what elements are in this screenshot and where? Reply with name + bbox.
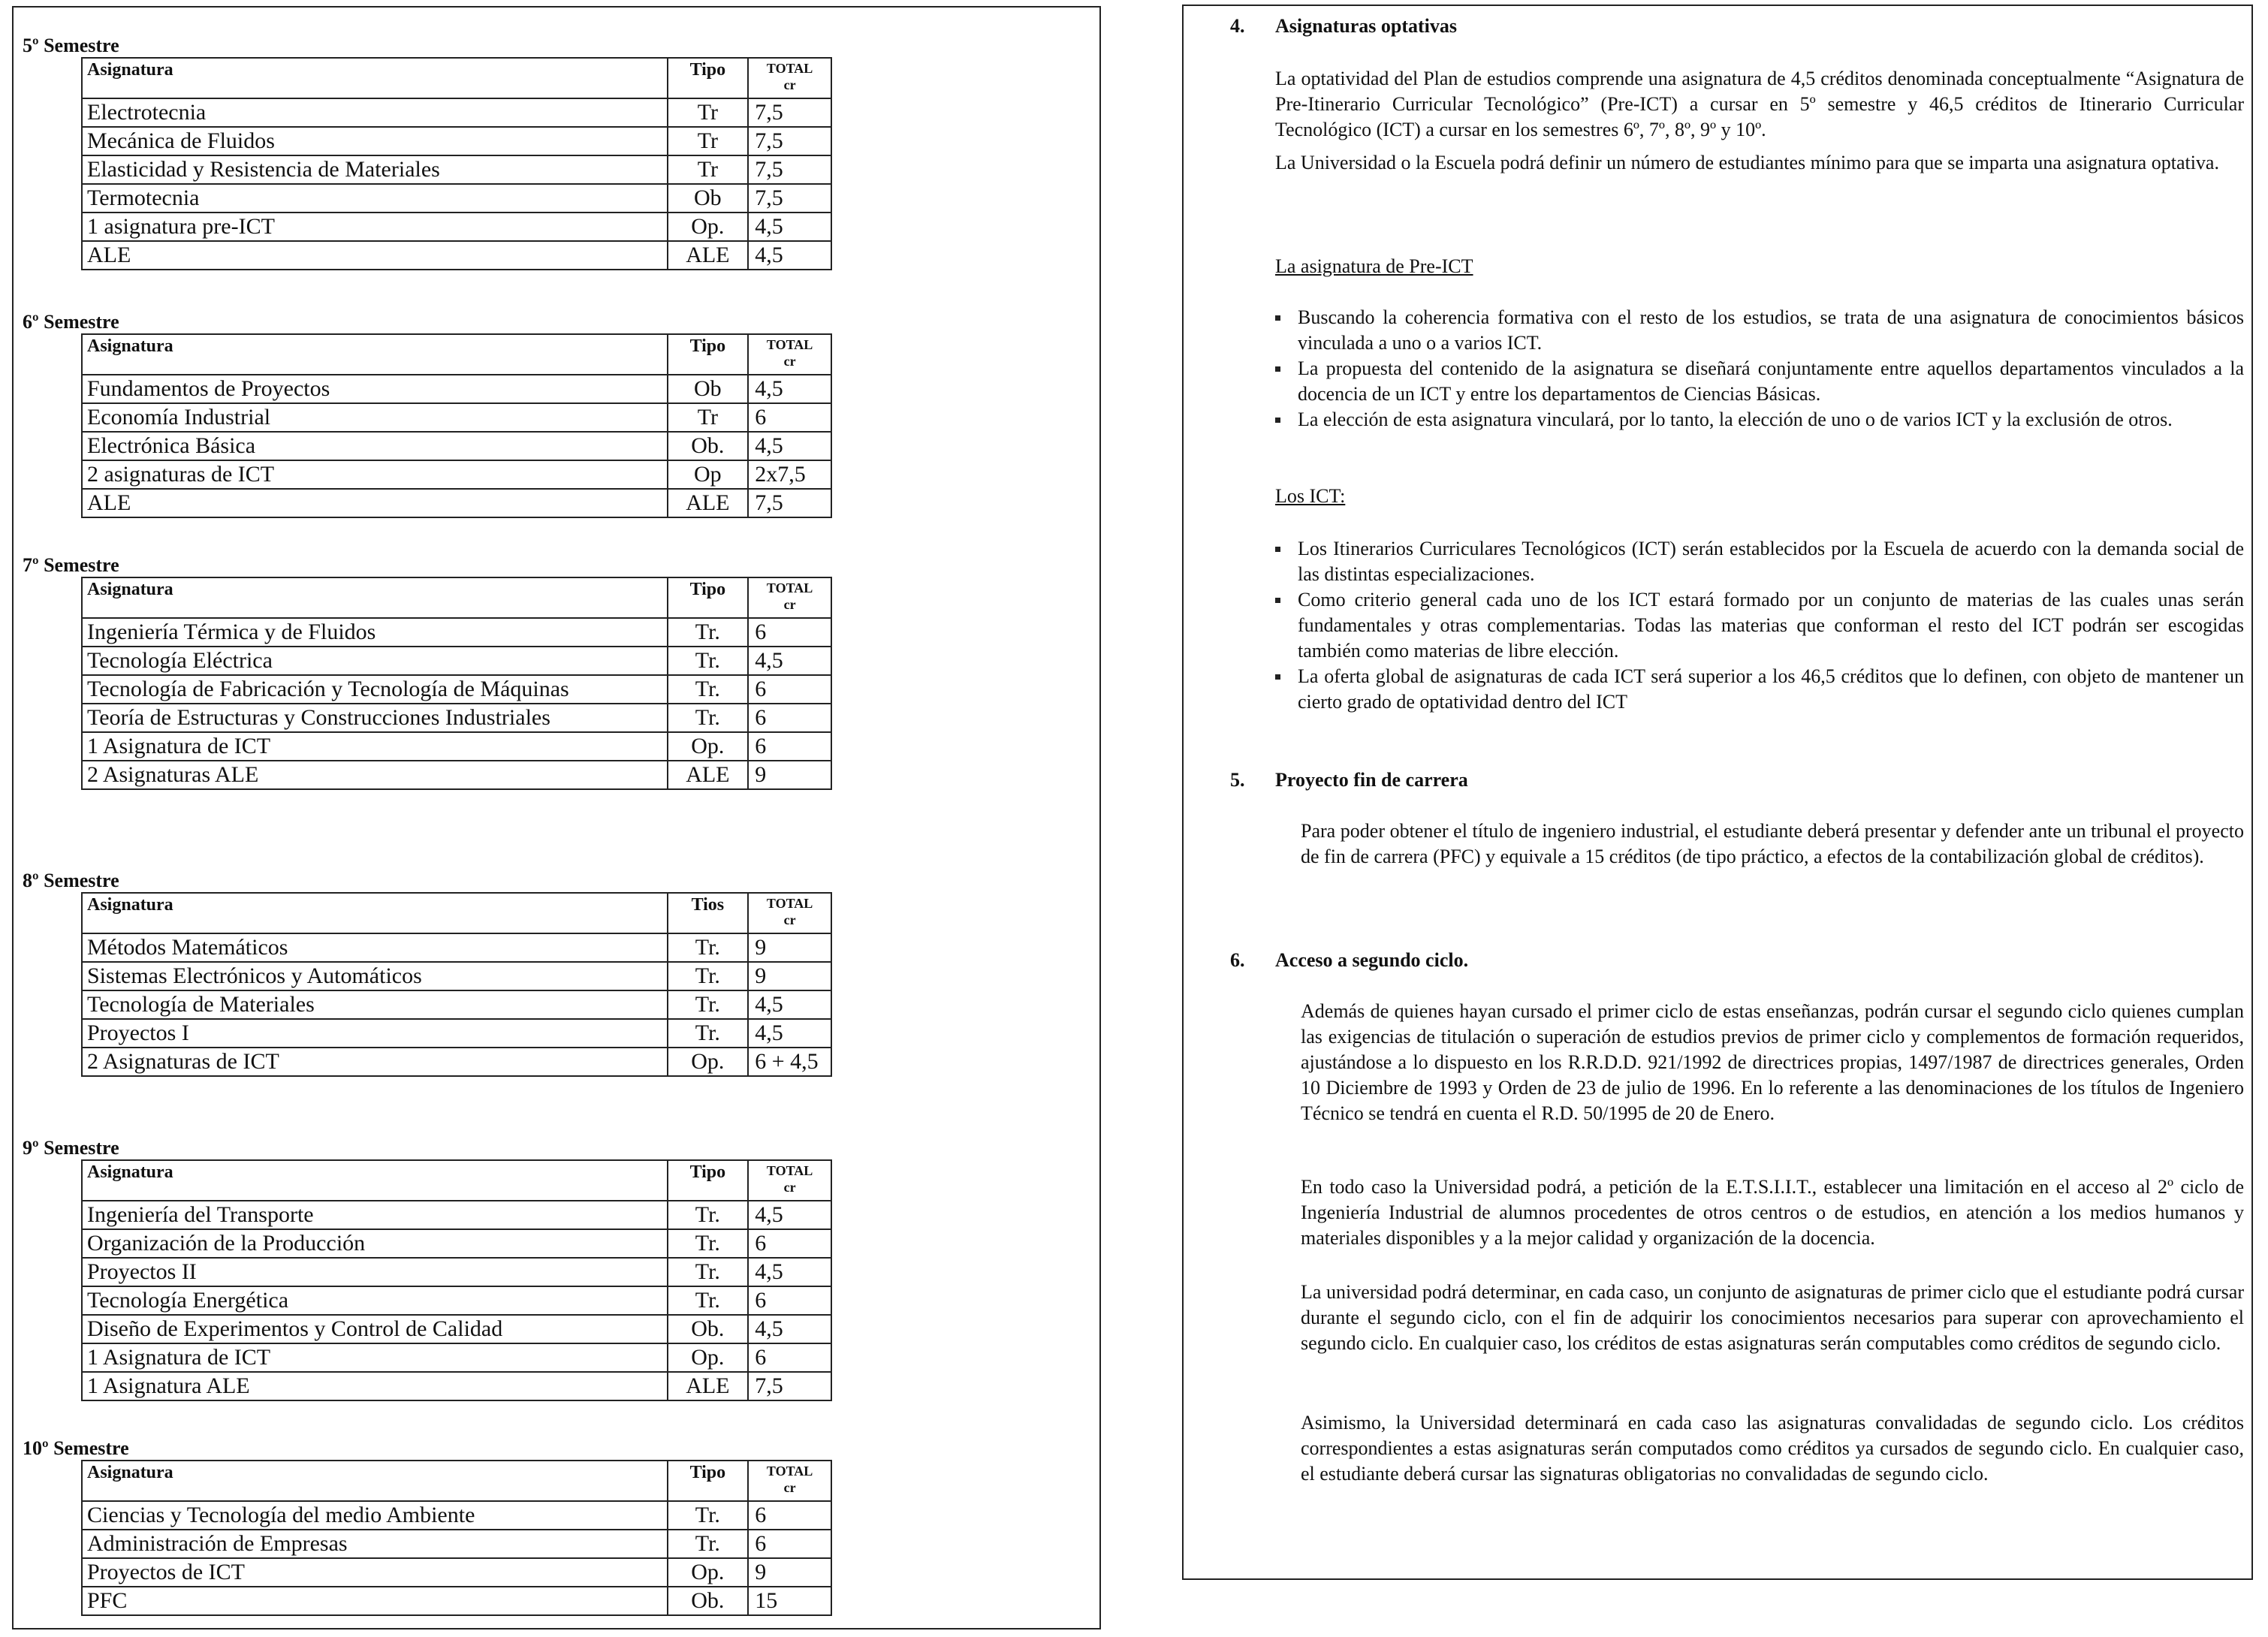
bullet-square-icon xyxy=(1275,366,1280,372)
table-row xyxy=(82,962,831,990)
table-row xyxy=(82,403,831,432)
semester-block xyxy=(23,554,832,790)
semester-block xyxy=(23,1437,832,1616)
credits-cell: 9 xyxy=(748,761,831,789)
subject-cell: Diseño de Experimentos y Control de Calidad xyxy=(82,1315,668,1343)
type-cell: Op. xyxy=(668,213,749,241)
credits-cell: 7,5 xyxy=(748,1372,831,1400)
subject-cell: Proyectos I xyxy=(82,1019,668,1048)
type-cell: Tr. xyxy=(668,1286,749,1315)
credits-cell: 6 xyxy=(748,1501,831,1530)
type-cell: Tr. xyxy=(668,962,749,990)
section-4-title-text: Asignaturas optativas xyxy=(1275,15,1457,37)
table-row xyxy=(82,933,831,962)
bullet-text: La propuesta del contenido de la asignatura se diseñará conjuntamente entre aquellos departamentos vinculados a la docencia de un ICT y entre los departamentos de Ciencias Básicas. xyxy=(1298,357,2244,405)
bullet-text: La elección de esta asignatura vinculará, por lo tanto, la elección de uno o de varios ICT y la exclusión de otros. xyxy=(1298,408,2173,430)
section-4-paragraph-1: La optatividad del Plan de estudios comprende una asignatura de 4,5 créditos denominada conceptualmente “Asignatura de Pre-Itinerario Curricular Tecnológico” (Pre-ICT) a cursar en 5º semestre y 46,5 créditos de Itinerario Curricular Tecnológico (ICT) a cursar en los semestres 6º, 7º, 8º, 9º y 10º. xyxy=(1275,68,2244,140)
table-row xyxy=(82,241,831,270)
credits-cell: 6 xyxy=(748,618,831,647)
semester-heading: 9º Semestre xyxy=(23,1137,119,1159)
subject-cell: 2 asignaturas de ICT xyxy=(82,460,668,489)
column-header-total-cr: TOTAL cr xyxy=(748,58,831,98)
table-header-row xyxy=(82,58,831,98)
table-row xyxy=(82,1048,831,1076)
credits-cell: 6 + 4,5 xyxy=(748,1048,831,1076)
subject-cell: 1 Asignatura de ICT xyxy=(82,732,668,761)
section-4-number: 4. xyxy=(1230,15,1245,37)
subject-cell: Electrotecnia xyxy=(82,98,668,127)
table-row xyxy=(82,460,831,489)
column-header-asignatura: Asignatura xyxy=(82,1160,668,1201)
section-5-paragraph-1: Para poder obtener el título de ingeniero industrial, el estudiante deberá presentar y defender ante un tribunal el proyecto de fin de carrera (PFC) y equivale a 15 créditos (de tipo práctico, a efectos de la contabilización global de créditos). xyxy=(1301,820,2244,867)
column-header-asignatura: Asignatura xyxy=(82,334,668,375)
credits-cell: 4,5 xyxy=(748,990,831,1019)
section-5-title xyxy=(1230,767,1468,793)
type-cell: Tr. xyxy=(668,1201,749,1229)
section-6-title-text: Acceso a segundo ciclo. xyxy=(1275,949,1469,971)
section-6-paragraph-1: Además de quienes hayan cursado el primer ciclo de estas enseñanzas, podrán cursar el segundo ciclo quienes cumplan las exigencias de titulación o superación de estudios previos de primer ciclo y complementos de formación requeridos, ajustándose a lo dispuesto en los R.R.D.D. 921/1992 de directrices propias, 1497/1987 de directrices generales, Orden 10 Diciembre de 1993 y Orden de 23 de julio de 1996. En lo referente a las denominaciones de los títulos de Ingeniero Técnico se tendrá en cuenta el R.D. 50/1995 de 20 de Enero. xyxy=(1301,1000,2244,1124)
column-header-tipo: Tipo xyxy=(668,1461,749,1501)
table-row xyxy=(82,1530,831,1558)
bullet-square-icon xyxy=(1275,674,1280,680)
table-header-row xyxy=(82,1461,831,1501)
subject-cell: Administración de Empresas xyxy=(82,1530,668,1558)
table-row xyxy=(82,489,831,517)
type-cell: Tr. xyxy=(668,990,749,1019)
semester-heading: 10º Semestre xyxy=(23,1437,129,1459)
table-row xyxy=(82,1343,831,1372)
table-row xyxy=(82,732,831,761)
table-row xyxy=(82,1558,831,1587)
table-row xyxy=(82,155,831,184)
subject-cell: Ingeniería del Transporte xyxy=(82,1201,668,1229)
column-header-asignatura: Asignatura xyxy=(82,1461,668,1501)
bullet-square-icon xyxy=(1275,418,1280,423)
table-row xyxy=(82,1372,831,1400)
subject-cell: 1 Asignatura ALE xyxy=(82,1372,668,1400)
subject-cell: Métodos Matemáticos xyxy=(82,933,668,962)
column-header-total-cr: TOTAL cr xyxy=(748,1461,831,1501)
table-row xyxy=(82,1201,831,1229)
credits-cell: 7,5 xyxy=(748,489,831,517)
bullet-text: Como criterio general cada uno de los ICT estará formado por un conjunto de materias de las cuales unas serán fundamentales y otras complementarias. Todas las materias que conforman el resto del ICT podrán ser escogidas también como materias de libre elección. xyxy=(1298,589,2244,662)
subject-cell: Tecnología Eléctrica xyxy=(82,647,668,675)
subject-cell: Sistemas Electrónicos y Automáticos xyxy=(82,962,668,990)
type-cell: Tr xyxy=(668,155,749,184)
type-cell: Op. xyxy=(668,1343,749,1372)
ict-bullet-item xyxy=(1275,664,2244,715)
credits-cell: 7,5 xyxy=(748,127,831,155)
type-cell: Tr. xyxy=(668,1501,749,1530)
credits-cell: 6 xyxy=(748,704,831,732)
type-cell: Tr xyxy=(668,403,749,432)
column-header-tipo: Tipo xyxy=(668,334,749,375)
subject-cell: 1 Asignatura de ICT xyxy=(82,1343,668,1372)
subject-cell: Tecnología de Fabricación y Tecnología de Máquinas xyxy=(82,675,668,704)
semester-table xyxy=(81,57,832,270)
table-header-row xyxy=(82,1160,831,1201)
text-panel xyxy=(1182,5,2253,1580)
credits-cell: 6 xyxy=(748,1343,831,1372)
table-row xyxy=(82,1315,831,1343)
table-row xyxy=(82,375,831,403)
type-cell: Tr xyxy=(668,127,749,155)
subject-cell: Ingeniería Térmica y de Fluidos xyxy=(82,618,668,647)
table-row xyxy=(82,432,831,460)
column-header-tipo: Tipo xyxy=(668,58,749,98)
credits-cell: 6 xyxy=(748,403,831,432)
subject-cell: 2 Asignaturas de ICT xyxy=(82,1048,668,1076)
type-cell: Tr. xyxy=(668,1530,749,1558)
subject-cell: Electrónica Básica xyxy=(82,432,668,460)
type-cell: Ob. xyxy=(668,432,749,460)
subject-cell: Organización de la Producción xyxy=(82,1229,668,1258)
table-row xyxy=(82,184,831,213)
section-5-title-text: Proyecto fin de carrera xyxy=(1275,769,1468,791)
type-cell: Op. xyxy=(668,732,749,761)
column-header-total-cr: TOTAL cr xyxy=(748,1160,831,1201)
bullet-text: La oferta global de asignaturas de cada ICT será superior a los 46,5 créditos que lo definen, con objeto de mantener un cierto grado de optatividad dentro del ICT xyxy=(1298,665,2244,713)
type-cell: Op xyxy=(668,460,749,489)
section-4-title xyxy=(1230,14,1457,39)
table-row xyxy=(82,1286,831,1315)
credits-cell: 6 xyxy=(748,1530,831,1558)
credits-cell: 15 xyxy=(748,1587,831,1615)
table-row xyxy=(82,1229,831,1258)
table-row xyxy=(82,704,831,732)
type-cell: Tr. xyxy=(668,1019,749,1048)
semester-table xyxy=(81,892,832,1077)
credits-cell: 4,5 xyxy=(748,647,831,675)
type-cell: Tr. xyxy=(668,1229,749,1258)
type-cell: Op. xyxy=(668,1558,749,1587)
column-header-asignatura: Asignatura xyxy=(82,893,668,933)
type-cell: Tr. xyxy=(668,933,749,962)
pre-ict-bullet-item xyxy=(1275,305,2244,356)
type-cell: ALE xyxy=(668,489,749,517)
section-6-paragraph-2: En todo caso la Universidad podrá, a petición de la E.T.S.I.I.T., establecer una limitación en el acceso al 2º ciclo de Ingeniería Industrial de alumnos procedentes de otros centros o de estudios, en atención a los medios humanos y materiales disponibles y a la mejor calidad y organización de la docencia. xyxy=(1301,1176,2244,1249)
pre-ict-bullet-item xyxy=(1275,407,2244,433)
section-5-number: 5. xyxy=(1230,769,1245,791)
type-cell: ALE xyxy=(668,761,749,789)
ict-bullet-list xyxy=(1275,536,2244,715)
table-row xyxy=(82,1501,831,1530)
semester-block xyxy=(23,1137,832,1401)
subject-cell: Tecnología Energética xyxy=(82,1286,668,1315)
column-header-tipo: Tios xyxy=(668,893,749,933)
subject-cell: Proyectos de ICT xyxy=(82,1558,668,1587)
credits-cell: 4,5 xyxy=(748,241,831,270)
table-row xyxy=(82,761,831,789)
pre-ict-bullet-list xyxy=(1275,305,2244,433)
credits-cell: 4,5 xyxy=(748,213,831,241)
subject-cell: Economía Industrial xyxy=(82,403,668,432)
semester-block xyxy=(23,311,832,518)
credits-cell: 9 xyxy=(748,933,831,962)
type-cell: Op. xyxy=(668,1048,749,1076)
semester-table xyxy=(81,577,832,790)
table-row xyxy=(82,618,831,647)
subject-cell: 2 Asignaturas ALE xyxy=(82,761,668,789)
table-row xyxy=(82,990,831,1019)
credits-cell: 7,5 xyxy=(748,155,831,184)
semester-heading: 6º Semestre xyxy=(23,311,119,333)
table-row xyxy=(82,1258,831,1286)
section-6-paragraph-4: Asimismo, la Universidad determinará en cada caso las asignaturas convalidadas de segundo ciclo. Los créditos correspondientes a estas asignaturas serán computados como créditos ya cursados de segundo ciclo. En cualquier caso, el estudiante deberá cursar las signaturas obligatorias no convalidadas de segundo ciclo. xyxy=(1301,1412,2244,1485)
bullet-text: Buscando la coherencia formativa con el resto de los estudios, se trata de una asignatura de conocimientos básicos vinculada a uno o a varios ICT. xyxy=(1298,306,2244,354)
column-header-tipo: Tipo xyxy=(668,1160,749,1201)
column-header-asignatura: Asignatura xyxy=(82,577,668,618)
credits-cell: 4,5 xyxy=(748,1201,831,1229)
section-6-title xyxy=(1230,948,1468,973)
credits-cell: 6 xyxy=(748,732,831,761)
type-cell: Tr. xyxy=(668,1258,749,1286)
column-header-tipo: Tipo xyxy=(668,577,749,618)
ict-bullet-item xyxy=(1275,536,2244,587)
bullet-square-icon xyxy=(1275,315,1280,321)
subject-cell: Teoría de Estructuras y Construcciones Industriales xyxy=(82,704,668,732)
type-cell: Ob. xyxy=(668,1587,749,1615)
semester-table xyxy=(81,1159,832,1401)
type-cell: Tr. xyxy=(668,675,749,704)
table-row xyxy=(82,1019,831,1048)
semester-table xyxy=(81,1460,832,1616)
subject-cell: Tecnología de Materiales xyxy=(82,990,668,1019)
subject-cell: PFC xyxy=(82,1587,668,1615)
credits-cell: 2x7,5 xyxy=(748,460,831,489)
type-cell: ALE xyxy=(668,1372,749,1400)
credits-cell: 6 xyxy=(748,675,831,704)
column-header-total-cr: TOTAL cr xyxy=(748,577,831,618)
table-row xyxy=(82,98,831,127)
semester-heading: 8º Semestre xyxy=(23,870,119,891)
type-cell: Ob. xyxy=(668,1315,749,1343)
column-header-asignatura: Asignatura xyxy=(82,58,668,98)
subject-cell: Proyectos II xyxy=(82,1258,668,1286)
semester-block xyxy=(23,870,832,1077)
subject-cell: Ciencias y Tecnología del medio Ambiente xyxy=(82,1501,668,1530)
credits-cell: 4,5 xyxy=(748,1315,831,1343)
credits-cell: 9 xyxy=(748,1558,831,1587)
credits-cell: 4,5 xyxy=(748,432,831,460)
table-row xyxy=(82,213,831,241)
pre-ict-subtitle: La asignatura de Pre-ICT xyxy=(1275,255,1473,277)
semester-table xyxy=(81,333,832,518)
table-row xyxy=(82,1587,831,1615)
table-header-row xyxy=(82,334,831,375)
column-header-total-cr: TOTAL cr xyxy=(748,334,831,375)
semester-tables-panel xyxy=(12,6,1101,1629)
table-row xyxy=(82,647,831,675)
bullet-square-icon xyxy=(1275,547,1280,552)
credits-cell: 7,5 xyxy=(748,184,831,213)
type-cell: Ob xyxy=(668,184,749,213)
credits-cell: 4,5 xyxy=(748,1019,831,1048)
bullet-square-icon xyxy=(1275,598,1280,603)
subject-cell: Fundamentos de Proyectos xyxy=(82,375,668,403)
type-cell: Tr. xyxy=(668,647,749,675)
table-row xyxy=(82,675,831,704)
type-cell: Tr. xyxy=(668,704,749,732)
credits-cell: 4,5 xyxy=(748,375,831,403)
table-header-row xyxy=(82,893,831,933)
semester-block xyxy=(23,35,832,270)
bullet-text: Los Itinerarios Curriculares Tecnológicos (ICT) serán establecidos por la Escuela de acuerdo con la demanda social de las distintas especializaciones. xyxy=(1298,538,2244,585)
semester-heading: 7º Semestre xyxy=(23,554,119,576)
subject-cell: Termotecnia xyxy=(82,184,668,213)
subject-cell: ALE xyxy=(82,489,668,517)
section-6-paragraph-3: La universidad podrá determinar, en cada caso, un conjunto de asignaturas de primer ciclo que el estudiante podrá cursar durante el segundo ciclo, con el fin de adquirir los conocimientos necesarios para superar con aprovechamiento el segundo ciclo. En cualquier caso, los créditos de estas asignaturas serán computables como créditos de segundo ciclo. xyxy=(1301,1281,2244,1354)
ict-subtitle: Los ICT: xyxy=(1275,485,1346,507)
subject-cell: Mecánica de Fluidos xyxy=(82,127,668,155)
subject-cell: 1 asignatura pre-ICT xyxy=(82,213,668,241)
table-header-row xyxy=(82,577,831,618)
credits-cell: 6 xyxy=(748,1286,831,1315)
column-header-total-cr: TOTAL cr xyxy=(748,893,831,933)
ict-bullet-item xyxy=(1275,587,2244,664)
section-4-paragraph-2: La Universidad o la Escuela podrá definir un número de estudiantes mínimo para que se imparta una asignatura optativa. xyxy=(1275,152,2219,173)
type-cell: Tr. xyxy=(668,618,749,647)
section-6-number: 6. xyxy=(1230,949,1245,971)
pre-ict-bullet-item xyxy=(1275,356,2244,407)
table-row xyxy=(82,127,831,155)
semester-heading: 5º Semestre xyxy=(23,35,119,56)
type-cell: Tr xyxy=(668,98,749,127)
subject-cell: ALE xyxy=(82,241,668,270)
type-cell: ALE xyxy=(668,241,749,270)
credits-cell: 4,5 xyxy=(748,1258,831,1286)
credits-cell: 9 xyxy=(748,962,831,990)
credits-cell: 6 xyxy=(748,1229,831,1258)
credits-cell: 7,5 xyxy=(748,98,831,127)
subject-cell: Elasticidad y Resistencia de Materiales xyxy=(82,155,668,184)
type-cell: Ob xyxy=(668,375,749,403)
